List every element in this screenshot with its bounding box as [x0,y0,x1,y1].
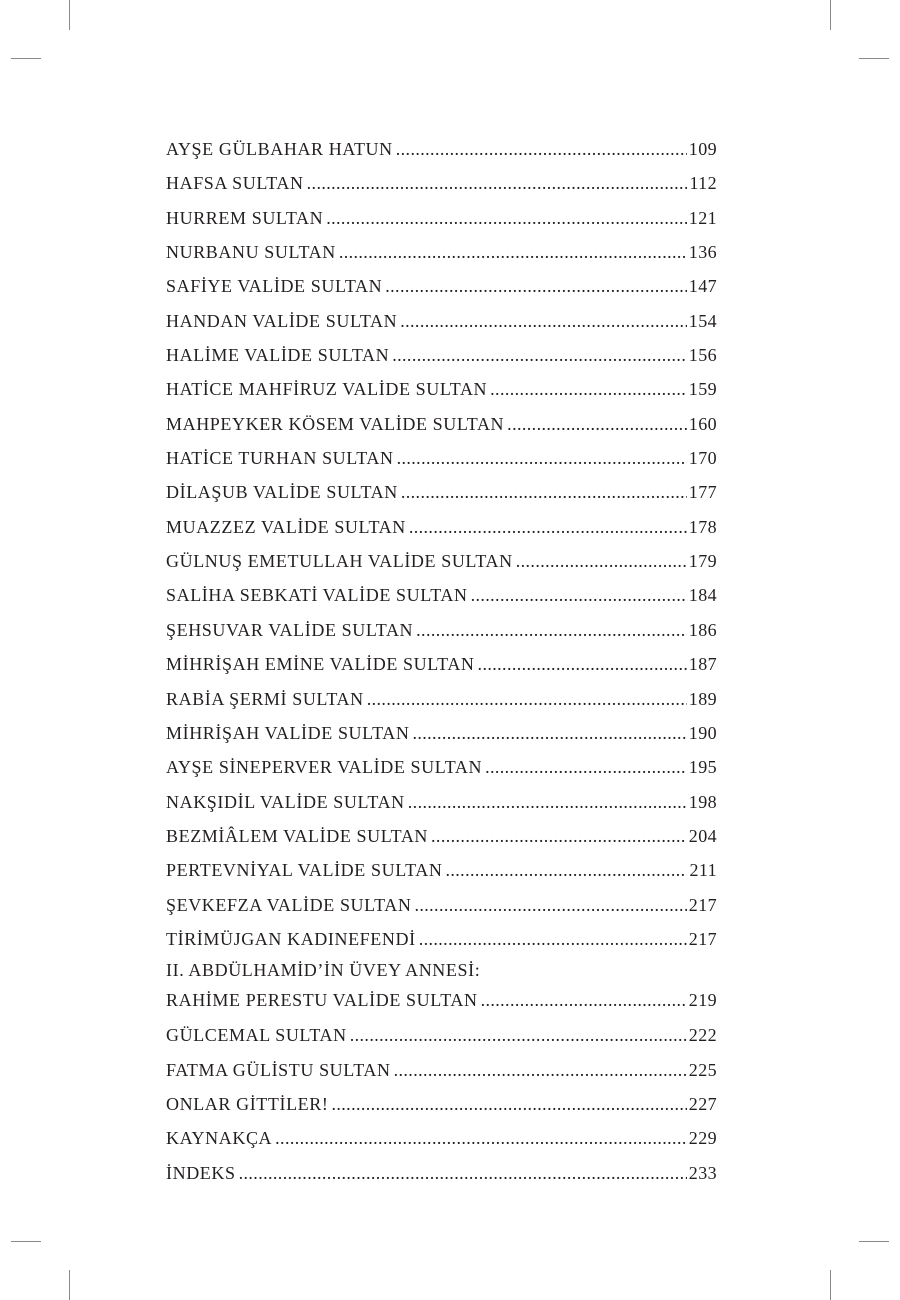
toc-entry-page: 187 [688,654,717,675]
toc-entry[interactable] [166,890,717,924]
dot-leader [416,615,687,645]
toc-entry-page: 184 [688,585,717,606]
toc-entry-page: 211 [689,860,717,881]
toc-entry-title: KAYNAKÇA [166,1128,273,1149]
crop-mark-top-left [69,0,70,30]
toc-entry[interactable] [166,787,717,821]
toc-entry-page: 160 [688,413,717,434]
toc-entry-page: 217 [688,928,717,949]
dot-leader [471,580,687,610]
dot-leader [239,1158,687,1188]
dot-leader [367,684,687,714]
toc-entry-page: 227 [688,1093,717,1114]
toc-entry-title: PERTEVNİYAL VALİDE SULTAN [166,860,443,881]
toc-entry[interactable] [166,134,717,168]
toc-entry-page: 204 [688,825,717,846]
toc-entry[interactable] [166,512,717,546]
dot-leader [419,924,687,954]
dot-leader [307,168,688,198]
toc-entry[interactable] [166,477,717,511]
dot-leader [408,787,687,817]
toc-entry[interactable] [166,821,717,855]
toc-entry[interactable] [166,752,717,786]
toc-entry-page: 229 [688,1128,717,1149]
crop-mark-right-top [859,58,889,59]
toc-entry-page: 170 [688,448,717,469]
toc-entry-title: FATMA GÜLİSTU SULTAN [166,1059,391,1080]
toc-entry-page: 177 [688,482,717,503]
toc-entry-page: 112 [689,173,717,194]
toc-entry-page: 186 [688,619,717,640]
dot-leader [478,649,687,679]
dot-leader [275,1123,687,1153]
toc-entry-title: HANDAN VALİDE SULTAN [166,310,398,331]
crop-mark-right-bottom [859,1241,889,1242]
toc-entry-title: MUAZZEZ VALİDE SULTAN [166,516,406,537]
toc-entry-page: 154 [688,310,717,331]
toc-entry-title: GÜLCEMAL SULTAN [166,1025,347,1046]
toc-entry[interactable] [166,855,717,889]
dot-leader [394,1055,687,1085]
dot-leader [385,271,687,301]
dot-leader [481,985,687,1015]
toc-entry-title: HATİCE MAHFİRUZ VALİDE SULTAN [166,379,488,400]
toc-entry-title: AYŞE GÜLBAHAR HATUN [166,139,393,159]
crop-mark-left-top [11,58,41,59]
toc-entry-page: 159 [688,379,717,400]
toc-entry-title: HAFSA SULTAN [166,173,304,194]
toc-entry[interactable] [166,271,717,305]
toc-entry-page: 198 [688,791,717,812]
toc-entries [166,134,717,958]
toc-entry-page: 217 [688,894,717,915]
toc-entry-page: 156 [688,345,717,366]
dot-leader [401,477,687,507]
toc-entry[interactable] [166,443,717,477]
toc-entry-title: SAFİYE VALİDE SULTAN [166,276,383,297]
toc-entry[interactable] [166,1158,717,1192]
toc-entry-title: GÜLNUŞ EMETULLAH VALİDE SULTAN [166,551,513,572]
toc-entry-page: 233 [688,1162,717,1183]
toc-entry[interactable] [166,409,717,443]
dot-leader [490,374,687,404]
toc-entry-title: ONLAR GİTTİLER! [166,1093,329,1114]
toc-entry[interactable] [166,649,717,683]
toc-entry-page: 219 [688,990,717,1011]
toc-entry[interactable] [166,1089,717,1123]
toc-entry-title: HALİME VALİDE SULTAN [166,345,390,366]
toc-entry-page: 179 [688,551,717,572]
dot-leader [326,203,687,233]
toc-entry-title: İNDEKS [166,1162,236,1183]
dot-leader [339,237,687,267]
toc-entry-title: BEZMİÂLEM VALİDE SULTAN [166,825,429,846]
toc-entry-page: 147 [688,276,717,297]
toc-entry[interactable] [166,237,717,271]
toc-entry-page: 225 [688,1059,717,1080]
dot-leader [396,134,687,164]
toc-entry[interactable] [166,340,717,374]
toc-entry-title: HURREM SULTAN [166,207,324,228]
toc-entry-title: RAHİME PERESTU VALİDE SULTAN [166,990,478,1011]
dot-leader [331,1089,686,1119]
dot-leader [397,443,687,473]
table-of-contents [166,134,717,1192]
crop-mark-bottom-left [69,1270,70,1300]
toc-entry-page: 136 [688,242,717,263]
toc-entry-title: MAHPEYKER KÖSEM VALİDE SULTAN [166,413,505,434]
toc-entry[interactable] [166,306,717,340]
toc-entry-title: SALİHA SEBKATİ VALİDE SULTAN [166,585,468,606]
toc-entry-page: 178 [688,516,717,537]
toc-entry-title: HATİCE TURHAN SULTAN [166,448,394,469]
toc-entries-after [166,1020,717,1192]
dot-leader [409,512,687,542]
dot-leader [507,409,687,439]
dot-leader [414,890,686,920]
toc-entry-title: ŞEVKEFZA VALİDE SULTAN [166,894,412,915]
toc-entry-page: 195 [688,757,717,778]
toc-entry-title: RABİA ŞERMİ SULTAN [166,688,364,709]
toc-entry[interactable] [166,1055,717,1089]
toc-entry[interactable] [166,580,717,614]
toc-entry-page: 109 [688,139,717,159]
toc-entry[interactable] [166,1020,717,1054]
crop-mark-left-bottom [11,1241,41,1242]
dot-leader [412,718,686,748]
toc-entry-title: MİHRİŞAH EMİNE VALİDE SULTAN [166,654,475,675]
dot-leader [516,546,687,576]
dot-leader [350,1020,687,1050]
toc-entry[interactable] [166,924,717,958]
toc-entry-multiline[interactable] [166,958,717,1020]
toc-entry[interactable] [166,615,717,649]
dot-leader [431,821,687,851]
toc-entry-title: NURBANU SULTAN [166,242,336,263]
toc-entry[interactable] [166,1123,717,1157]
toc-entry-title: NAKŞIDİL VALİDE SULTAN [166,791,405,812]
toc-entry-page: 121 [688,207,717,228]
dot-leader [445,855,687,885]
crop-mark-top-right [830,0,831,30]
crop-mark-bottom-right [830,1270,831,1300]
toc-entry-title: ŞEHSUVAR VALİDE SULTAN [166,619,414,640]
toc-entry-page: 189 [688,688,717,709]
toc-entry[interactable] [166,684,717,718]
toc-entry[interactable] [166,718,717,752]
toc-entry-title: TİRİMÜJGAN KADINEFENDİ [166,928,416,949]
dot-leader [400,306,687,336]
toc-entry[interactable] [166,374,717,408]
toc-entry[interactable] [166,203,717,237]
dot-leader [392,340,687,370]
toc-entry[interactable] [166,546,717,580]
toc-entry-heading: II. ABDÜLHAMİD’İN ÜVEY ANNESİ: [166,960,481,981]
toc-entry-page: 222 [688,1025,717,1046]
toc-entry-title: DİLAŞUB VALİDE SULTAN [166,482,398,503]
toc-entry-title: MİHRİŞAH VALİDE SULTAN [166,722,410,743]
dot-leader [485,752,687,782]
toc-entry-page: 190 [688,722,717,743]
toc-entry[interactable] [166,168,717,202]
toc-entry-title: AYŞE SİNEPERVER VALİDE SULTAN [166,757,483,778]
